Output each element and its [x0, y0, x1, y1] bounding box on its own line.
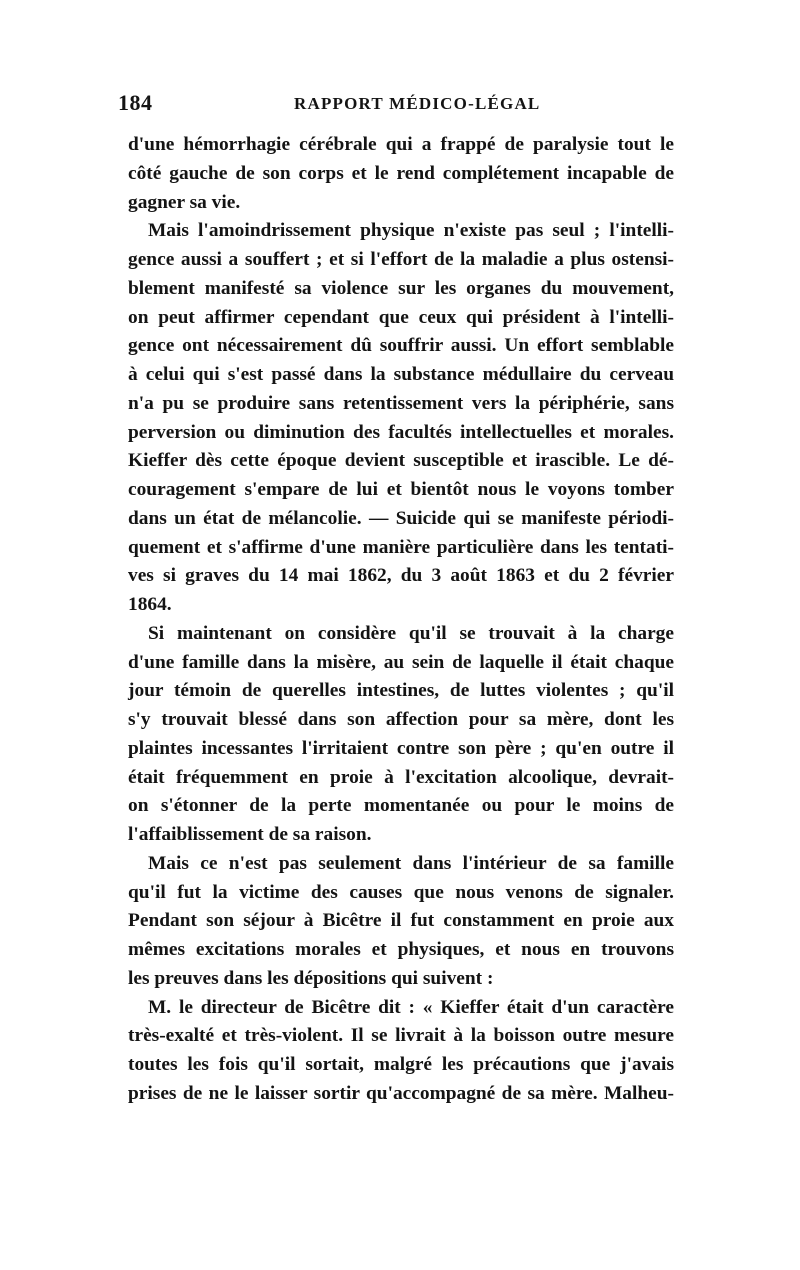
text-line: prises de ne le laisser sortir qu'accompagné de sa mère. Malheu-: [128, 1082, 674, 1104]
text-line: gence aussi a souffert ; et si l'effort de la maladie a plus ostensi-: [128, 249, 674, 270]
text-line: Pendant son séjour à Bicêtre il fut constamment en proie aux: [128, 910, 674, 932]
text-line: Mais ce n'est pas seulement dans l'intérieur de sa famille: [148, 852, 674, 874]
text-line: 1864.: [128, 594, 172, 615]
text-line: qu'il fut la victime des causes que nous venons de signaler.: [128, 881, 674, 903]
text-line: jour témoin de querelles intestines, de luttes violentes ; qu'il: [128, 680, 674, 702]
text-line: toutes les fois qu'il sortait, malgré les précautions que j'avais: [128, 1054, 674, 1075]
text-line: on s'étonner de la perte momentanée ou pour le moins de: [128, 795, 674, 817]
text-line: mêmes excitations morales et physiques, et nous en trouvons: [128, 939, 674, 960]
page-header: [118, 90, 678, 120]
page-number: 184: [118, 90, 153, 115]
text-line: Mais l'amoindrissement physique n'existe pas seul ; l'intelli-: [148, 220, 674, 242]
text-line: à celui qui s'est passé dans la substance médullaire du cerveau: [128, 364, 674, 385]
text-line: très-exalté et très-violent. Il se livrait à la boisson outre mesure: [128, 1025, 674, 1047]
text-line: quement et s'affirme d'une manière particulière dans les tentati-: [128, 536, 674, 558]
text-line: côté gauche de son corps et le rend complétement incapable de: [128, 162, 674, 184]
text-line: M. le directeur de Bicêtre dit : « Kieffer était d'un caractère: [148, 996, 674, 1018]
running-title: RAPPORT MÉDICO-LÉGAL: [294, 94, 541, 113]
text-line: plaintes incessantes l'irritaient contre son père ; qu'en outre il: [128, 737, 674, 759]
body-text: [128, 131, 674, 1109]
text-line: Si maintenant on considère qu'il se trouvait à la charge: [148, 622, 674, 644]
text-line: d'une famille dans la misère, au sein de laquelle il était chaque: [128, 651, 674, 673]
text-line: ves si graves du 14 mai 1862, du 3 août 1863 et du 2 février: [128, 565, 674, 587]
text-line: Kieffer dès cette époque devient susceptible et irascible. Le dé-: [128, 450, 674, 472]
text-line: couragement s'empare de lui et bientôt nous le voyons tomber: [128, 479, 674, 500]
text-line: s'y trouvait blessé dans son affection pour sa mère, dont les: [128, 709, 674, 730]
text-line: gence ont nécessairement dû souffrir aussi. Un effort semblable: [128, 335, 674, 357]
text-line: était fréquemment en proie à l'excitation alcoolique, devrait-: [128, 766, 674, 788]
text-line: on peut affirmer cependant que ceux qui président à l'intelli-: [128, 306, 674, 328]
text-line: l'affaiblissement de sa raison.: [128, 824, 372, 845]
text-line: perversion ou diminution des facultés intellectuelles et morales.: [128, 421, 674, 443]
text-line: les preuves dans les dépositions qui suivent :: [128, 967, 494, 989]
text-line: gagner sa vie.: [128, 191, 241, 213]
text-line: dans un état de mélancolie. — Suicide qui se manifeste périodi-: [128, 507, 674, 529]
text-line: d'une hémorrhagie cérébrale qui a frappé de paralysie tout le: [128, 134, 674, 155]
text-line: n'a pu se produire sans retentissement vers la périphérie, sans: [128, 392, 674, 414]
text-line: blement manifesté sa violence sur les organes du mouvement,: [128, 277, 674, 299]
